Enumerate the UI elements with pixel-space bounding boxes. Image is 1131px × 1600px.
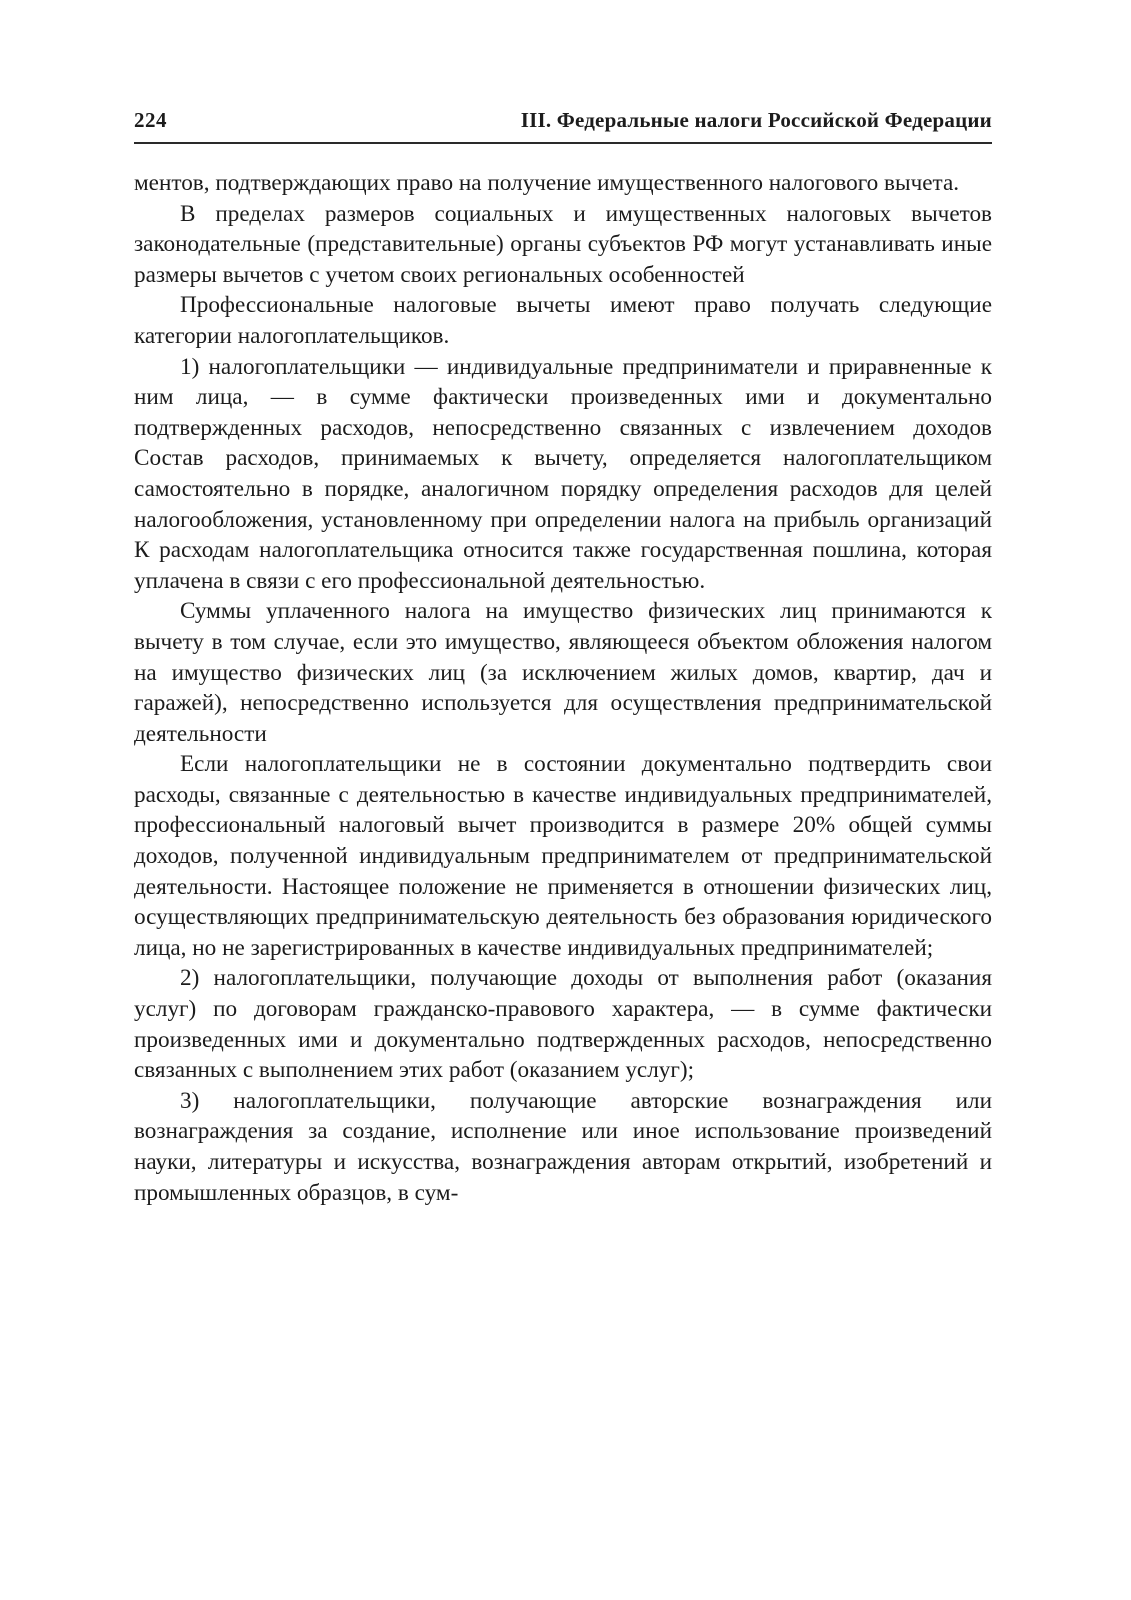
list-item-3-author-rewards: 3) налогоплательщики, получающие авторские вознаграждения или вознаграждения за создание, исполнение или иное использование произведений науки, литературы и искусства, вознаграждения авторам открытий, изобретений и промышленных образцов, в сум- xyxy=(134,1087,992,1206)
paragraph-twenty-percent-rule: Если налогоплательщики не в состоянии документально подтвердить свои расходы, связанные с деятельностью в качестве индивидуальных предпринимателей, профессиональный налоговый вычет производится в размере 20% общей суммы доходов, полученной индивидуальным предпринимателем от предпринимательской деятельности. Настоящее положение не применяется в отношении физических лиц, осуществляющих предпринимательскую деятельность без образования юридического лица, но не зарегистрированных в качестве индивидуальных предпринимателей; xyxy=(134,751,992,961)
body-text xyxy=(134,168,992,1208)
paragraph-regional-deductions: В пределах размеров социальных и имущественных налоговых вычетов законодательные (представительные) органы субъектов РФ могут устанавливать иные размеры вычетов с учетом своих региональных особенностей xyxy=(134,200,992,288)
chapter-title: III. Федеральные налоги Российской Федерации xyxy=(520,108,992,132)
paragraph-professional-deductions-intro: Профессиональные налоговые вычеты имеют право получать следующие категории налогоплательщиков. xyxy=(134,292,992,349)
list-item-2-civil-contracts: 2) налогоплательщики, получающие доходы от выполнения работ (оказания услуг) по договорам гражданско-правового характера, — в сумме фактически произведенных ими и документально подтвержденных расходов, непосредственно связанных с выполнением этих работ (оказанием услуг); xyxy=(134,965,992,1084)
book-page xyxy=(134,108,992,1208)
paragraph-property-tax: Суммы уплаченного налога на имущество физических лиц принимаются к вычету в том случае, если это имущество, являющееся объектом обложения налогом на имущество физических лиц (за исключением жилых домов, квартир, дач и гаражей), непосредственно используется для осуществления предпринимательской деятельности xyxy=(134,598,992,747)
running-header xyxy=(134,108,992,144)
paragraph-continuation: ментов, подтверждающих право на получение имущественного налогового вычета. xyxy=(134,170,960,196)
page-number: 224 xyxy=(134,108,167,132)
list-item-1-entrepreneurs: 1) налогоплательщики — индивидуальные предприниматели и приравненные к ним лица, — в сумме фактически произведенных ими и документально подтвержденных расходов, непосредственно связанных с извлечением доходов Состав расходов, принимаемых к вычету, определяется налогоплательщиком самостоятельно в порядке, аналогичном порядку определения расходов для целей налогообложения, установленному при определении налога на прибыль организаций К расходам налогоплательщика относится также государственная пошлина, которая уплачена в связи с его профессиональной деятельностью. xyxy=(134,353,992,594)
